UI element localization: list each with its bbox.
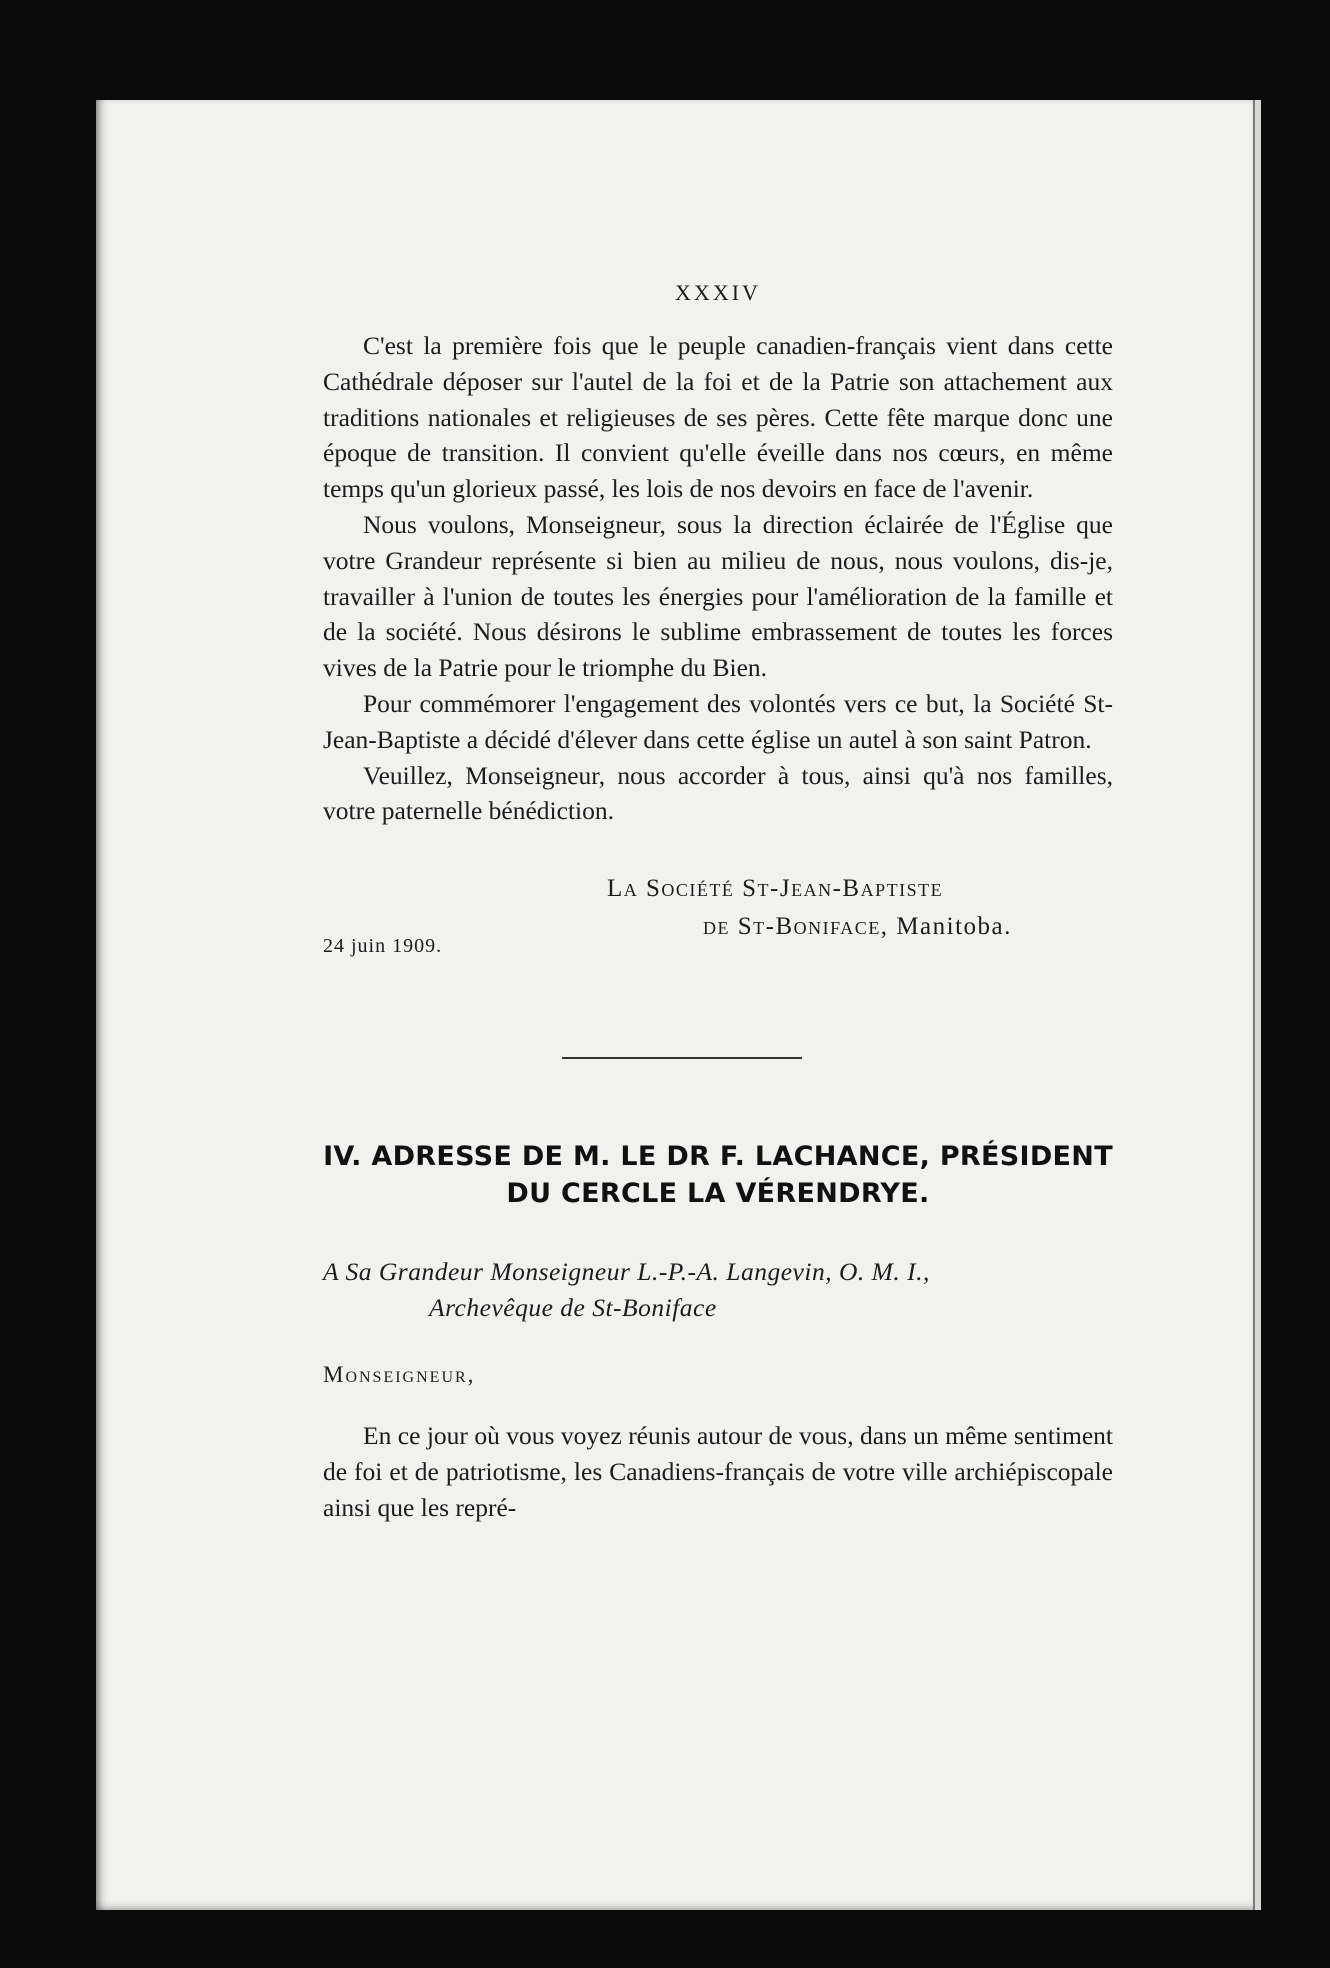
address-title: Archevêque de St-Boniface (429, 1293, 717, 1323)
section-heading (323, 1138, 1113, 1212)
signature-place-province: Manitoba. (896, 913, 1012, 941)
signature-date: 24 juin 1909. (323, 935, 443, 958)
signature-place (703, 913, 1012, 941)
opening-paragraph: En ce jour où vous voyez réunis autour de vous, dans un même sentiment de foi et de patriotisme, les Canadiens-français de votre ville archiépiscopale ainsi que les repré- (323, 1421, 1113, 1522)
signature-block (323, 875, 1113, 985)
signature-place-prefix: de St-Boniface, (703, 913, 889, 941)
section-heading-line: IV. ADRESSE DE M. LE DR F. LACHANCE, PRÉSIDENT (323, 1141, 1113, 1173)
page-content (323, 280, 1113, 1526)
page-number: XXXIV (675, 280, 761, 305)
letter-paragraph: Pour commémorer l'engagement des volontés vers ce but, la Société St-Jean-Baptiste a décidé d'élever dans cette église un autel à son saint Patron. (323, 688, 1113, 754)
letter-paragraph: Veuillez, Monseigneur, nous accorder à tous, ainsi qu'à nos familles, votre paternelle bénédiction. (323, 760, 1113, 826)
address-block (323, 1254, 1113, 1326)
section-divider (562, 1057, 802, 1060)
section-heading-line: DU CERCLE LA VÉRENDRYE. (506, 1178, 930, 1210)
letter-paragraph: Nous voulons, Monseigneur, sous la direction éclairée de l'Église que votre Grandeur représente si bien au milieu de nous, nous voulons, dis-je, travailler à l'union de toutes les énergies pour l'amélioration de la famille et de la société. Nous désirons le sublime embrassement de toutes les forces vives de la Patrie pour le triomphe du Bien. (323, 509, 1113, 683)
address-recipient: A Sa Grandeur Monseigneur L.-P.-A. Langevin, O. M. I., (323, 1257, 930, 1287)
page-edge (1253, 100, 1261, 1910)
signature-society: La Société St-Jean-Baptiste (607, 875, 944, 903)
salutation: Monseigneur, (323, 1362, 476, 1388)
letter-paragraph: C'est la première fois que le peuple canadien-français vient dans cette Cathédrale déposer sur l'autel de la foi et de la Patrie son attachement aux traditions nationales et religieuses de ses pères. Cette fête marque donc une époque de transition. Il convient qu'elle éveille dans nos cœurs, en même temps qu'un glorieux passé, les lois de nos devoirs en face de l'avenir. (323, 331, 1113, 504)
